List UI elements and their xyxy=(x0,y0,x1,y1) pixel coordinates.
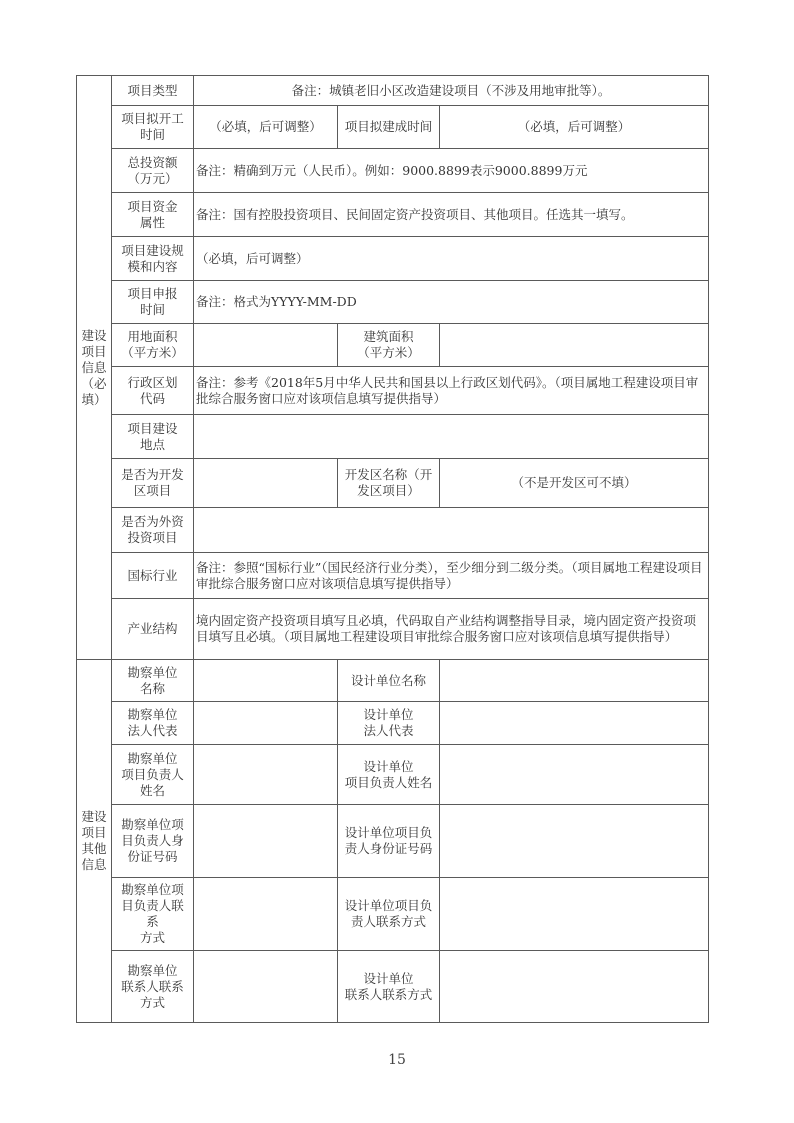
label-design-manager-id: 设计单位项目负 责人身份证号码 xyxy=(338,805,440,878)
label-completion-time: 项目拟建成时间 xyxy=(338,106,440,149)
table-row xyxy=(77,805,709,878)
row-time xyxy=(77,106,709,149)
table-row xyxy=(77,951,709,1023)
label-division-code: 行政区划 代码 xyxy=(112,367,194,415)
field-design-unit-name[interactable] xyxy=(440,660,709,702)
row-total-investment xyxy=(77,149,709,193)
field-scale-content[interactable]: （必填，后可调整） xyxy=(194,237,709,281)
label-scale-content: 项目建设规 模和内容 xyxy=(112,237,194,281)
label-start-time: 项目拟开工 时间 xyxy=(112,106,194,149)
field-national-industry[interactable]: 备注：参照“国标行业”（国民经济行业分类），至少细分到二级分类。（项目属地工程建设项目审批综合服务窗口应对该项信息填写提供指导） xyxy=(194,553,709,599)
label-fund-attribute: 项目资金 属性 xyxy=(112,193,194,237)
label-location: 项目建设 地点 xyxy=(112,415,194,459)
section-label-required-info: 建设 项目 信息 （必 填） xyxy=(77,76,112,660)
field-project-type[interactable]: 备注：城镇老旧小区改造建设项目（不涉及用地审批等）。 xyxy=(194,76,709,106)
row-declare-time xyxy=(77,281,709,324)
field-total-investment[interactable]: 备注：精确到万元（人民币）。例如：9000.8899表示9000.8899万元 xyxy=(194,149,709,193)
field-survey-manager-id[interactable] xyxy=(194,805,338,878)
label-land-area: 用地面积 （平方米） xyxy=(112,324,194,367)
label-industry-structure: 产业结构 xyxy=(112,599,194,660)
field-survey-contact-person[interactable] xyxy=(194,951,338,1023)
row-national-industry xyxy=(77,553,709,599)
label-survey-manager-id: 勘察单位项 目负责人身 份证号码 xyxy=(112,805,194,878)
field-design-manager-name[interactable] xyxy=(440,745,709,805)
label-survey-contact-person: 勘察单位 联系人联系 方式 xyxy=(112,951,194,1023)
field-is-dev-zone[interactable] xyxy=(194,459,338,508)
row-division-code xyxy=(77,367,709,415)
label-survey-manager-contact: 勘察单位项 目负责人联 系 方式 xyxy=(112,878,194,951)
field-division-code[interactable]: 备注：参考《2018年5月中华人民共和国县以上行政区划代码》。（项目属地工程建设项目审批综合服务窗口应对该项信息填写提供指导） xyxy=(194,367,709,415)
field-survey-manager-name[interactable] xyxy=(194,745,338,805)
row-location xyxy=(77,415,709,459)
label-design-legal-rep: 设计单位 法人代表 xyxy=(338,702,440,745)
label-is-foreign: 是否为外资 投资项目 xyxy=(112,508,194,553)
field-start-time[interactable]: （必填，后可调整） xyxy=(194,106,338,149)
label-design-unit-name: 设计单位名称 xyxy=(338,660,440,702)
field-land-area[interactable] xyxy=(194,324,338,367)
label-total-investment: 总投资额 （万元） xyxy=(112,149,194,193)
field-industry-structure[interactable]: 境内固定资产投资项目填写且必填，代码取自产业结构调整指导目录，境内固定资产投资项目填写且必填。（项目属地工程建设项目审批综合服务窗口应对该项信息填写提供指导） xyxy=(194,599,709,660)
field-completion-time[interactable]: （必填，后可调整） xyxy=(440,106,709,149)
table-row xyxy=(77,660,709,702)
row-dev-zone xyxy=(77,459,709,508)
row-project-type xyxy=(77,76,709,106)
project-info-form xyxy=(76,75,709,1023)
field-survey-legal-rep[interactable] xyxy=(194,702,338,745)
row-fund-attribute xyxy=(77,193,709,237)
field-survey-unit-name[interactable] xyxy=(194,660,338,702)
label-survey-legal-rep: 勘察单位 法人代表 xyxy=(112,702,194,745)
table-row xyxy=(77,702,709,745)
field-design-manager-contact[interactable] xyxy=(440,878,709,951)
label-design-contact-person: 设计单位 联系人联系方式 xyxy=(338,951,440,1023)
label-project-type: 项目类型 xyxy=(112,76,194,106)
page-number: 15 xyxy=(388,1052,406,1068)
field-fund-attribute[interactable]: 备注：国有控股投资项目、民间固定资产投资项目、其他项目。任选其一填写。 xyxy=(194,193,709,237)
label-survey-manager-name: 勘察单位 项目负责人 姓名 xyxy=(112,745,194,805)
field-building-area[interactable] xyxy=(440,324,709,367)
row-foreign xyxy=(77,508,709,553)
field-dev-zone-name[interactable]: （不是开发区可不填） xyxy=(440,459,709,508)
field-design-manager-id[interactable] xyxy=(440,805,709,878)
label-design-manager-contact: 设计单位项目负 责人联系方式 xyxy=(338,878,440,951)
row-scale-content xyxy=(77,237,709,281)
label-declare-time: 项目申报 时间 xyxy=(112,281,194,324)
field-design-contact-person[interactable] xyxy=(440,951,709,1023)
row-industry-structure xyxy=(77,599,709,660)
label-building-area: 建筑面积 （平方米） xyxy=(338,324,440,367)
label-national-industry: 国标行业 xyxy=(112,553,194,599)
label-survey-unit-name: 勘察单位 名称 xyxy=(112,660,194,702)
label-dev-zone-name: 开发区名称（开 发区项目） xyxy=(338,459,440,508)
field-survey-manager-contact[interactable] xyxy=(194,878,338,951)
field-declare-time[interactable]: 备注：格式为YYYY-MM-DD xyxy=(194,281,709,324)
field-design-legal-rep[interactable] xyxy=(440,702,709,745)
table-row xyxy=(77,878,709,951)
table-row xyxy=(77,745,709,805)
field-location[interactable] xyxy=(194,415,709,459)
section-label-other-info: 建设 项目 其他 信息 xyxy=(77,660,112,1023)
label-is-dev-zone: 是否为开发 区项目 xyxy=(112,459,194,508)
row-area xyxy=(77,324,709,367)
field-is-foreign[interactable] xyxy=(194,508,709,553)
label-design-manager-name: 设计单位 项目负责人姓名 xyxy=(338,745,440,805)
